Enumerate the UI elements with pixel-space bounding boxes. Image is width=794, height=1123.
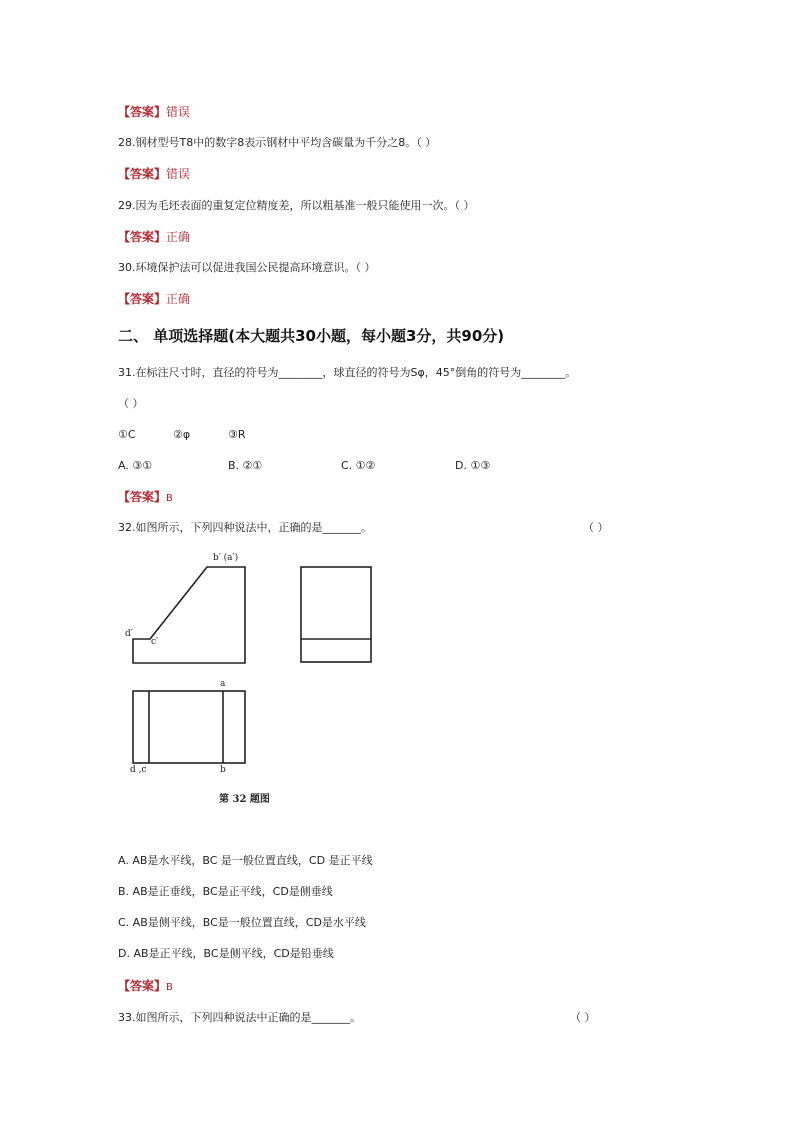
symbol-option-3: ③R [228, 428, 246, 441]
question-31-paren: （ ） [118, 397, 144, 410]
question-28: 28.钢材型号T8中的数字8表示钢材中平均含碳量为千分之8。（ ） [118, 136, 437, 149]
front-view [133, 567, 245, 663]
question-30: 30.环境保护法可以促进我国公民提高环境意识。（ ） [118, 261, 376, 274]
label-b-a-prime: b′ (a′) [213, 553, 239, 563]
option-b: B. ②① [228, 459, 263, 472]
answer-value: 错误 [166, 105, 191, 119]
option-a: A. AB是水平线，BC 是一般位置直线，CD 是正平线 [118, 854, 373, 867]
label-d-prime: d′ [125, 629, 133, 639]
question-32-paren: （ ） [583, 521, 609, 534]
option-c: C. ①② [341, 459, 376, 472]
section-heading: 二、 单项选择题(本大题共30小题，每小题3分，共90分) [118, 327, 505, 345]
figure-caption: 第 32 题图 [219, 794, 270, 805]
question-31-stem: 31.在标注尺寸时，直径的符号为________，球直径的符号为Sφ，45°倒角的符号为________。 [118, 366, 577, 379]
answer-value: B [166, 982, 173, 993]
question-29: 29.因为毛坯表面的重复定位精度差，所以粗基准一般只能使用一次。（ ） [118, 199, 475, 212]
label-b: b [220, 765, 226, 775]
answer-tag: 【答案】 [118, 167, 167, 181]
side-view [301, 567, 371, 662]
option-c: C. AB是侧平线，BC是一般位置直线，CD是水平线 [118, 916, 366, 929]
option-d: D. ①③ [455, 459, 491, 472]
answer-tag: 【答案】 [118, 230, 167, 244]
question-32-stem: 32.如图所示，下列四种说法中，正确的是_______。 [118, 521, 372, 534]
answer-value: 正确 [166, 292, 191, 306]
answer-value: 正确 [166, 230, 191, 244]
label-c-prime: c′ [151, 637, 159, 647]
answer-tag: 【答案】 [118, 979, 167, 993]
answer-tag: 【答案】 [118, 490, 167, 504]
option-a: A. ③① [118, 459, 153, 472]
label-d-c: d ,c [130, 765, 147, 775]
symbol-option-1: ①C [118, 428, 136, 441]
answer-tag: 【答案】 [118, 105, 167, 119]
option-d: D. AB是正平线，BC是侧平线，CD是铅垂线 [118, 947, 334, 960]
answer-value: B [166, 493, 173, 504]
answer-value: 错误 [166, 167, 191, 181]
label-a: a [220, 679, 226, 689]
answer-tag: 【答案】 [118, 292, 167, 306]
question-33-stem: 33.如图所示，下列四种说法中正确的是_______。 [118, 1011, 361, 1024]
question-33-paren: （ ） [570, 1011, 596, 1024]
option-b: B. AB是正垂线，BC是正平线，CD是侧垂线 [118, 885, 333, 898]
answer-32 [118, 979, 173, 995]
symbol-option-2: ②φ [173, 428, 191, 441]
